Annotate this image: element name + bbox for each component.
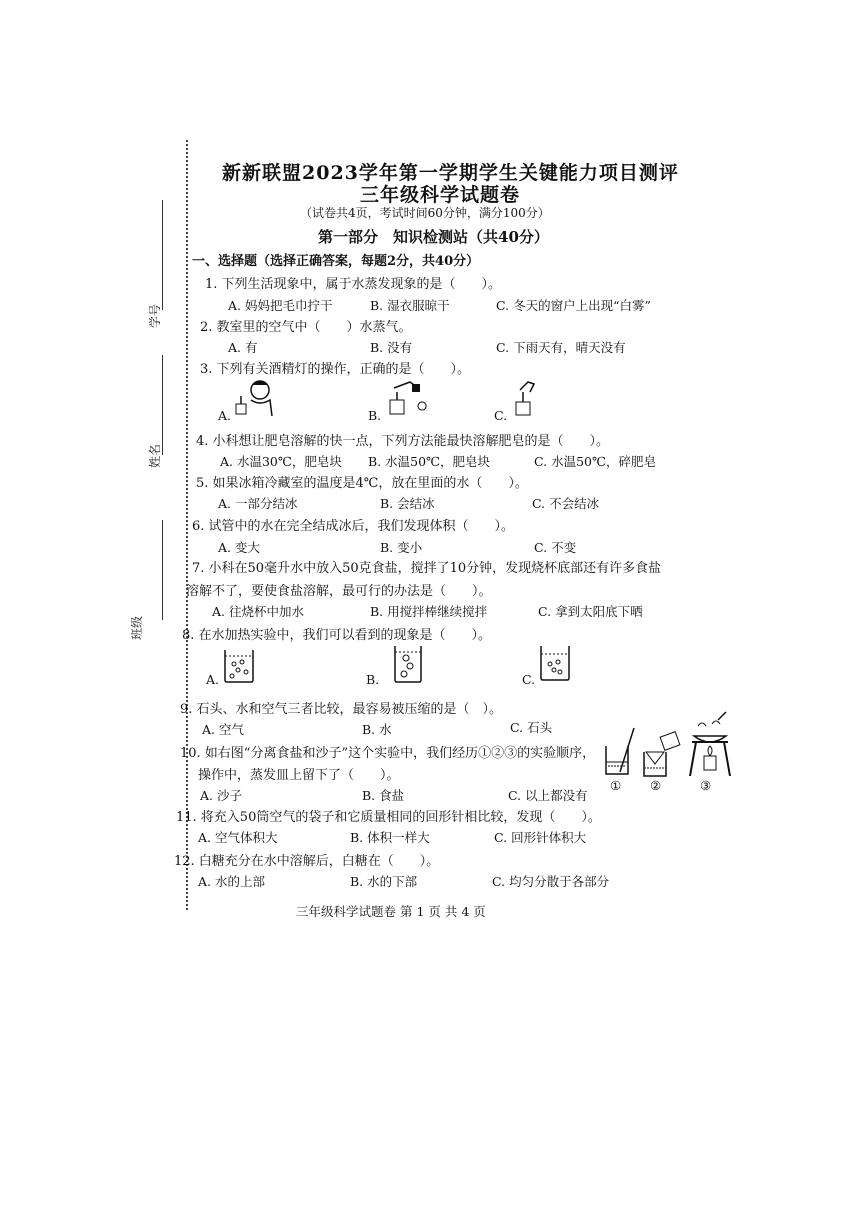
page-footer: 三年级科学试题卷 第 1 页 共 4 页 xyxy=(296,904,486,919)
q1-option-c: C. 冬天的窗户上出现“白雾” xyxy=(496,298,651,313)
q7-option-b: B. 用搅拌棒继续搅拌 xyxy=(370,604,488,619)
exam-title: 新新联盟2023学年第一学期学生关键能力项目测评 xyxy=(222,162,679,184)
q3-option-c: C. xyxy=(494,408,508,423)
q11-option-b: B. 体积一样大 xyxy=(350,830,430,845)
q1-option-b: B. 湿衣服晾干 xyxy=(370,298,450,313)
q10-option-c: C. 以上都没有 xyxy=(508,788,588,803)
q2-option-b: B. 没有 xyxy=(370,340,413,355)
q5-option-c: C. 不会结冰 xyxy=(532,496,600,511)
q10-figure-step1 xyxy=(602,726,638,780)
q1-option-a: A. 妈妈把毛巾拧干 xyxy=(228,298,333,313)
q4-option-a: A. 水温30℃，肥皂块 xyxy=(220,454,342,469)
q11-option-c: C. 回形针体积大 xyxy=(494,830,587,845)
question-4: 4. 小科想让肥皂溶解的快一点，下列方法能最快溶解肥皂的是（ ）。 xyxy=(196,434,610,449)
q8-figure-b xyxy=(392,644,424,684)
q3-option-b: B. xyxy=(368,408,382,423)
side-label-id: 学号 xyxy=(148,303,162,328)
q8-figure-a xyxy=(222,648,256,684)
exam-subtitle: 三年级科学试题卷 xyxy=(360,184,521,206)
question-9: 9. 石头、水和空气三者比较，最容易被压缩的是（ ）。 xyxy=(180,702,503,717)
question-8: 8. 在水加热实验中，我们可以看到的现象是（ ）。 xyxy=(182,628,492,643)
q12-option-c: C. 均匀分散于各部分 xyxy=(492,874,610,889)
q9-option-a: A. 空气 xyxy=(202,722,244,737)
question-7: 7. 小科在50毫升水中放入50克食盐，搅拌了10分钟，发现烧杯底部还有许多食盐 xyxy=(192,561,662,576)
question-10-cont: 操作中，蒸发皿上留下了（ ）。 xyxy=(198,768,400,783)
side-label-class: 班级 xyxy=(130,615,144,640)
question-6: 6. 试管中的水在完全结成冰后，我们发现体积（ ）。 xyxy=(192,519,515,534)
q11-option-a: A. 空气体积大 xyxy=(198,830,278,845)
name-underline xyxy=(162,355,163,455)
q5-option-a: A. 一部分结冰 xyxy=(218,496,298,511)
q9-option-b: B. 水 xyxy=(362,722,392,737)
q6-option-b: B. 变小 xyxy=(380,540,423,555)
q3-figure-c xyxy=(508,378,540,418)
q8-option-a: A. xyxy=(206,672,220,687)
q12-option-a: A. 水的上部 xyxy=(198,874,265,889)
question-7-cont: 溶解不了，要使食盐溶解，最可行的办法是（ ）。 xyxy=(186,584,492,599)
q3-option-a: A. xyxy=(218,408,232,423)
q10-figure-step3 xyxy=(688,718,732,780)
class-underline xyxy=(162,520,163,620)
q6-option-a: A. 变大 xyxy=(218,540,260,555)
question-12: 12. 白糖充分在水中溶解后，白糖在（ ）。 xyxy=(174,854,440,869)
q7-option-a: A. 往烧杯中加水 xyxy=(212,604,304,619)
side-label-name: 姓名 xyxy=(148,443,162,468)
q4-option-c: C. 水温50℃，碎肥皂 xyxy=(534,454,656,469)
q9-option-c: C. 石头 xyxy=(510,720,553,735)
q10-option-a: A. 沙子 xyxy=(200,788,242,803)
q7-option-c: C. 拿到太阳底下晒 xyxy=(538,604,643,619)
id-underline xyxy=(162,200,163,310)
q8-figure-c xyxy=(538,644,572,682)
q5-option-b: B. 会结冰 xyxy=(380,496,435,511)
q3-figure-a xyxy=(230,376,280,420)
q3-figure-b xyxy=(380,378,432,418)
q6-option-c: C. 不变 xyxy=(534,540,577,555)
question-5: 5. 如果冰箱冷藏室的温度是4℃，放在里面的水（ ）。 xyxy=(196,476,528,491)
q12-option-b: B. 水的下部 xyxy=(350,874,418,889)
section-heading: 一、选择题（选择正确答案，每题2分，共40分） xyxy=(192,254,480,269)
binding-line xyxy=(186,140,188,910)
question-11: 11. 将充入50筒空气的袋子和它质量相同的回形针相比较，发现（ ）。 xyxy=(176,810,601,825)
question-3: 3. 下列有关酒精灯的操作，正确的是（ ）。 xyxy=(200,362,471,377)
q4-option-b: B. 水温50℃，肥皂块 xyxy=(368,454,491,469)
q10-option-b: B. 食盐 xyxy=(362,788,405,803)
question-1: 1. 下列生活现象中，属于水蒸发现象的是（ ）。 xyxy=(205,277,502,292)
q8-option-b: B. xyxy=(366,672,380,687)
q2-option-c: C. 下雨天有，晴天没有 xyxy=(496,340,626,355)
q2-option-a: A. 有 xyxy=(228,340,258,355)
q10-figure-step2 xyxy=(638,730,684,780)
part-heading: 第一部分 知识检测站（共40分） xyxy=(318,228,549,246)
question-10: 10. 如右图“分离食盐和沙子”这个实验中，我们经历①②③的实验顺序， xyxy=(180,746,596,761)
q10-step3-label: ③ xyxy=(700,778,712,793)
question-2: 2. 教室里的空气中（ ）水蒸气。 xyxy=(200,320,412,335)
q10-step2-label: ② xyxy=(650,778,662,793)
q8-option-c: C. xyxy=(522,672,536,687)
q10-step1-label: ① xyxy=(610,778,622,793)
exam-note: （试卷共4页，考试时间60分钟，满分100分） xyxy=(300,206,550,220)
